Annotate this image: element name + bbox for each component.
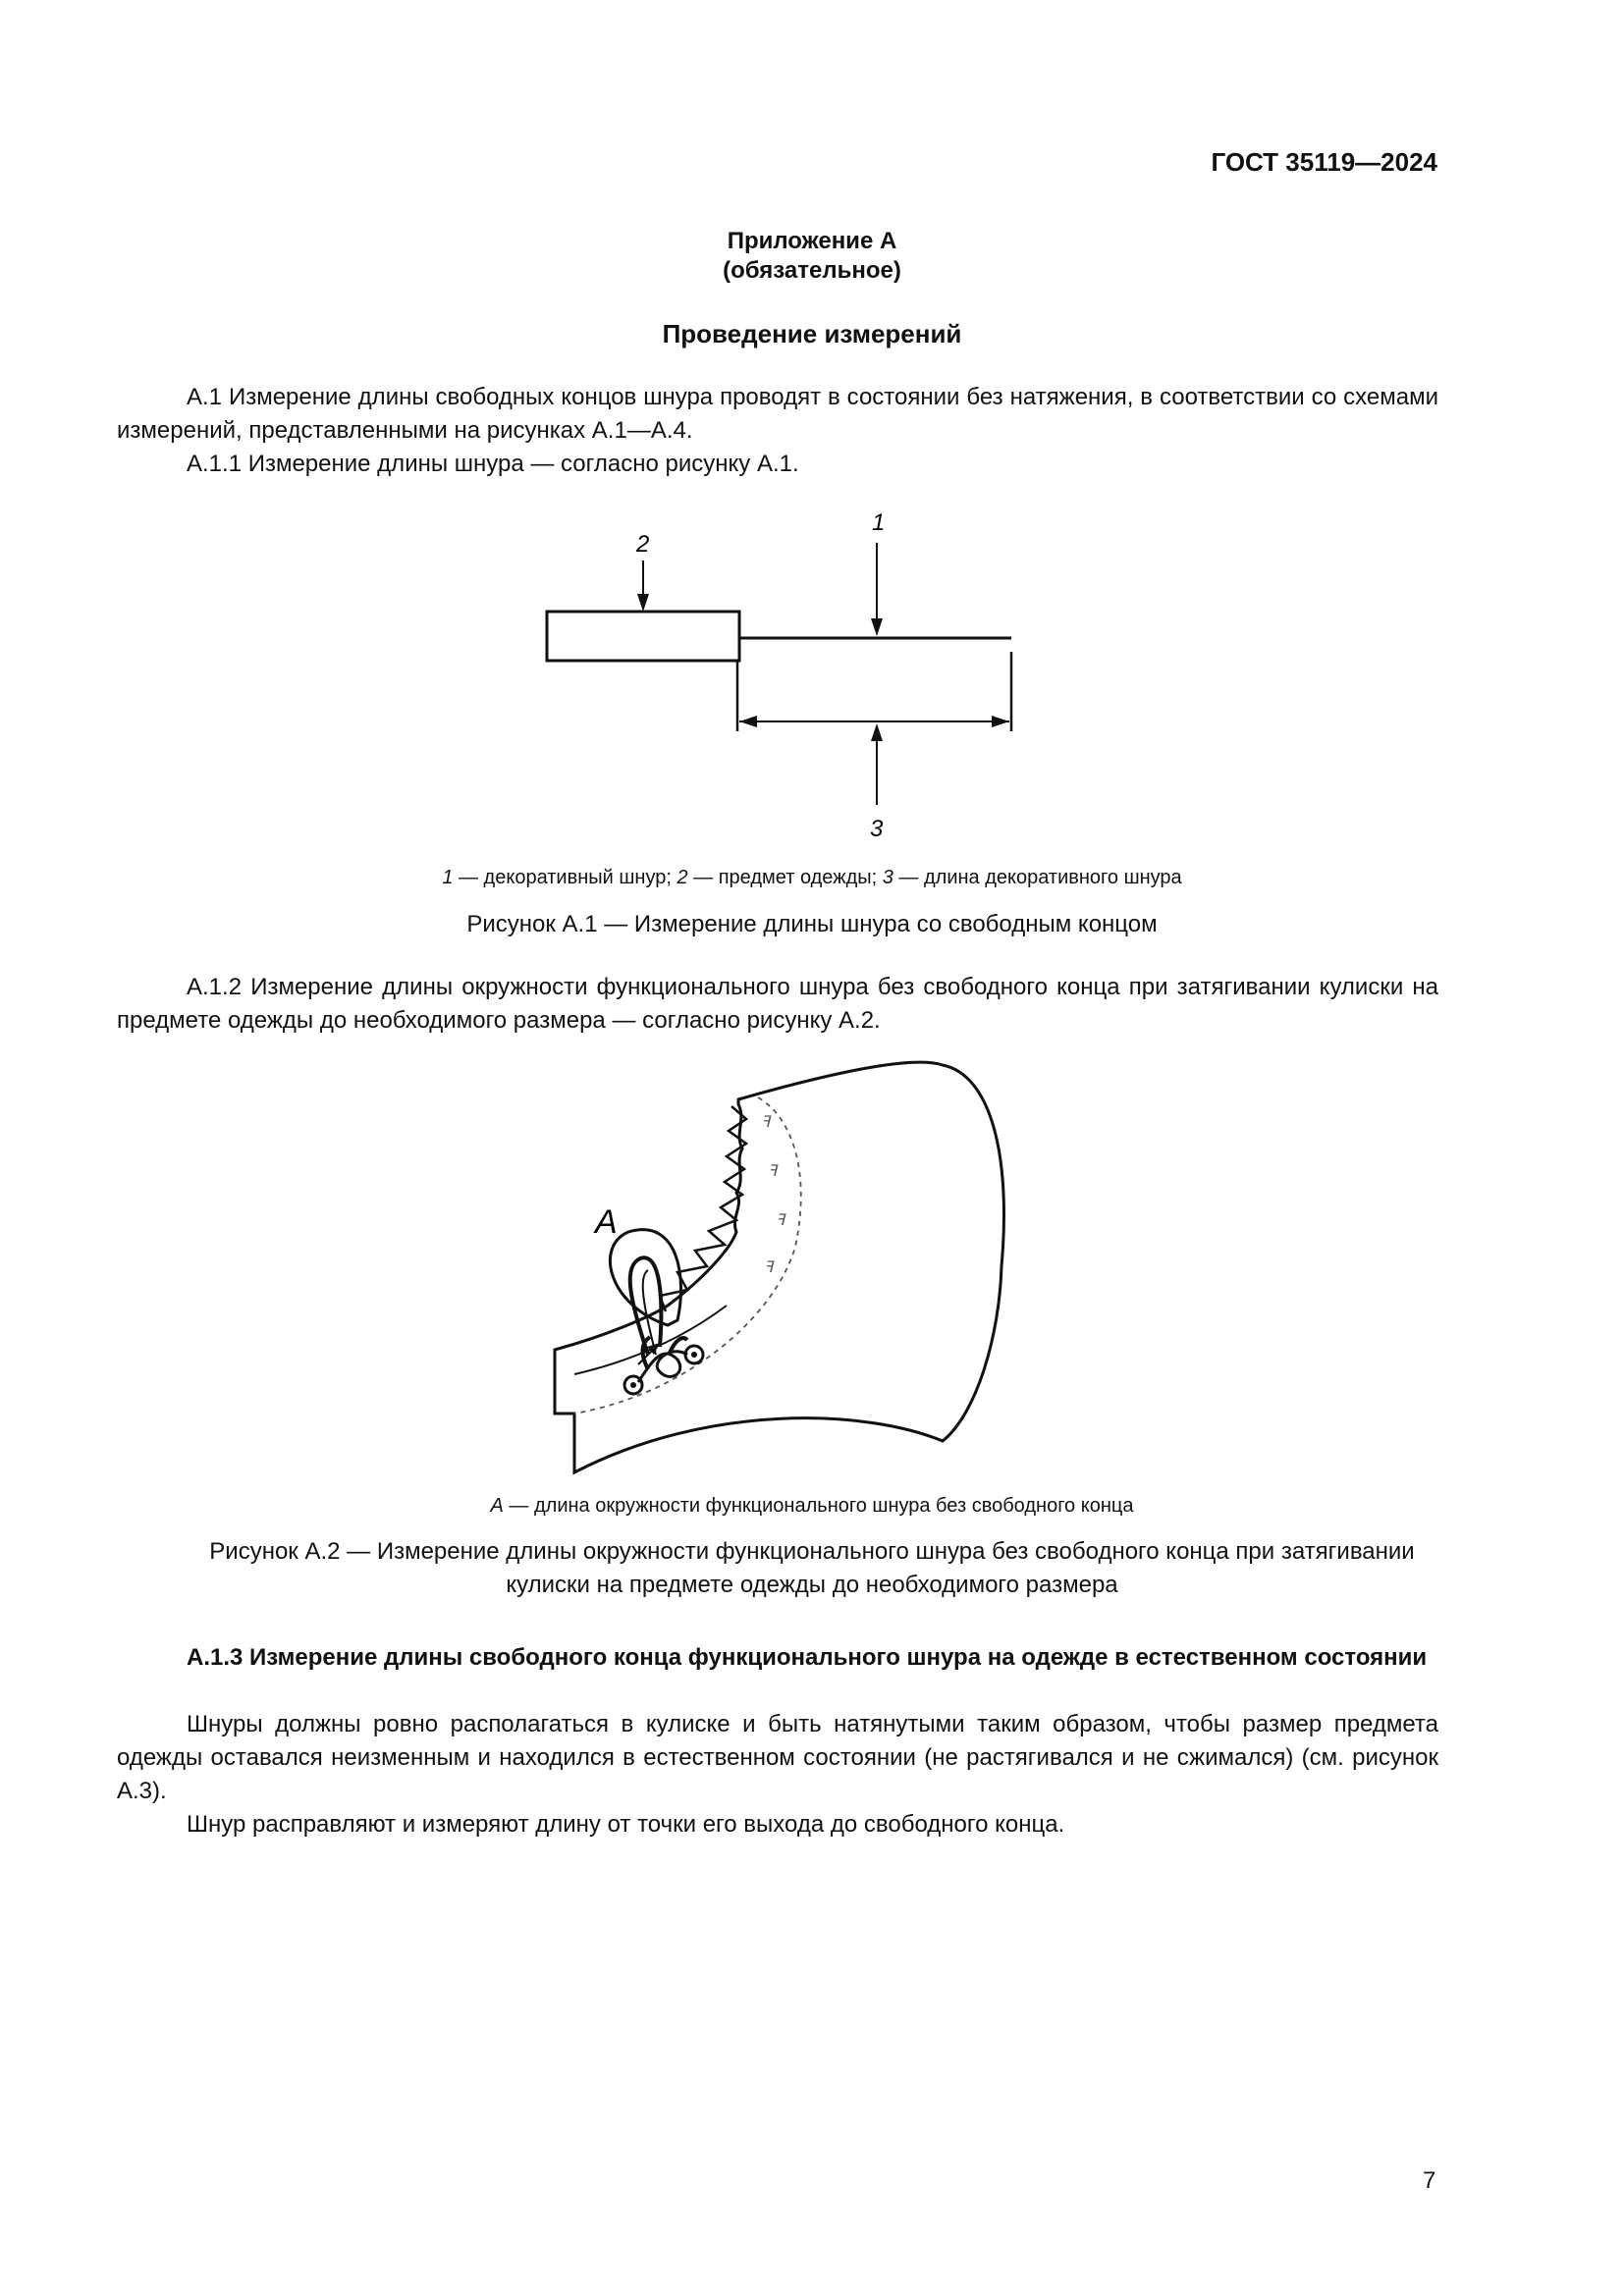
seam-mark-1: ꟻ (761, 1114, 771, 1131)
paragraph-a1: А.1 Измерение длины свободных концов шнура проводят в состоянии без натяжения, в соответствии со схемами измерений, представленными на рисунках А.1—А.4. (117, 384, 1438, 444)
figure-a1-caption: Рисунок А.1 — Измерение длины шнура со свободным концом (466, 911, 1158, 937)
figure-a1-diagram (0, 0, 1624, 864)
paragraph-a1-2: А.1.2 Измерение длины окружности функционального шнура без свободного конца при затягивании кулиски на предмете одежды до необходимого размера — согласно рисунку А.2. (117, 974, 1438, 1034)
dimension-arrow-left (739, 716, 757, 727)
grommet-right-inner (691, 1352, 697, 1358)
hood-outline (555, 1062, 1004, 1472)
grommet-left-inner (630, 1382, 636, 1388)
figure-a2-legend: А — длина окружности функционального шнура без свободного конца (490, 1495, 1134, 1517)
label-2: 2 (636, 531, 650, 558)
seam-mark-2: ꟻ (768, 1163, 778, 1180)
paragraph-a1-3-text2: Шнур расправляют и измеряют длину от точки его выхода до свободного конца. (187, 1811, 1065, 1838)
label-a: А (595, 1203, 618, 1241)
figure-a2-caption-line1: Рисунок А.2 — Измерение длины окружности функционального шнура без свободного конца при затягивании (209, 1538, 1415, 1565)
figure-a2-caption-line2: кулиски на предмете одежды до необходимого размера (506, 1572, 1118, 1598)
paragraph-a1-1: А.1.1 Измерение длины шнура — согласно рисунку А.1. (187, 451, 799, 477)
leader-arrow-3 (871, 723, 883, 741)
document-code: ГОСТ 35119—2024 (1211, 147, 1437, 177)
label-3: 3 (870, 816, 884, 842)
leader-arrow-1 (871, 618, 883, 636)
paragraph-a1-3-title: А.1.3 Измерение длины свободного конца функционального шнура на одежде в естественном состоянии (187, 1644, 1428, 1671)
dimension-arrow-right (992, 716, 1009, 727)
appendix-title: Приложение А (727, 228, 897, 254)
section-title: Проведение измерений (662, 319, 962, 348)
figure-a1-legend: 1 — декоративный шнур; 2 — предмет одежды; 3 — длина декоративного шнура (442, 867, 1182, 888)
seam-mark-4: ꟻ (764, 1259, 774, 1276)
paragraph-a1-3-text: Шнуры должны ровно располагаться в кулиске и быть натянутыми таким образом, чтобы размер предмета одежды оставался неизменным и находился в естественном состоянии (не растягивался и не сжимался) (см. рисунок А.3). (117, 1711, 1438, 1804)
label-1: 1 (872, 509, 886, 536)
page-number: 7 (1423, 2167, 1436, 2194)
appendix-status: (обязательное) (723, 257, 901, 284)
figure-a2-diagram (0, 1041, 1624, 1492)
leader-arrow-2 (637, 594, 649, 612)
seam-mark-3: ꟻ (776, 1212, 785, 1229)
garment-item-rect (547, 612, 739, 661)
